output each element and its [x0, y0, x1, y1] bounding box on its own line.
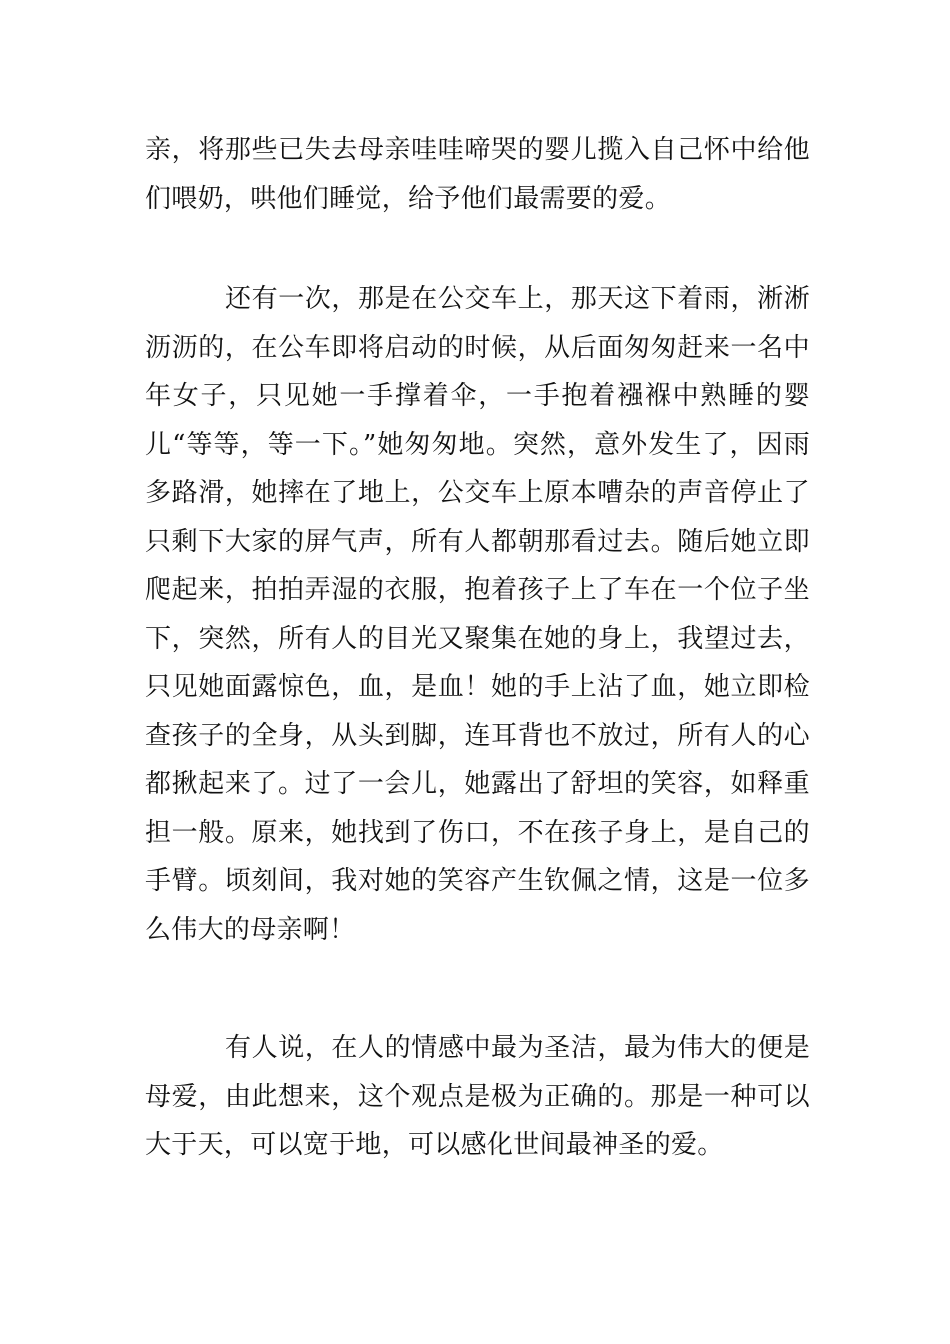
paragraph-continuation: 亲，将那些已失去母亲哇哇啼哭的婴儿揽入自己怀中给他们喂奶，哄他们睡觉，给予他们最需要的爱。: [145, 135, 810, 214]
paragraph-bus-story: 还有一次，那是在公交车上，那天这下着雨，淅淅沥沥的，在公车即将启动的时候，从后面匆匆赶来一名中年女子，只见她一手撑着伞，一手抱着襁褓中熟睡的婴儿“等等，等一下。”她匆匆地。突然，意外发生了，因雨多路滑，她摔在了地上，公交车上原本嘈杂的声音停止了只剩下大家的屏气声，所有人都朝那看过去。随后她立即爬起来，拍拍弄湿的衣服，抱着孩子上了车在一个位子坐下，突然，所有人的目光又聚集在她的身上，我望过去，只见她面露惊色，血，是血！她的手上沾了血，她立即检查孩子的全身，从头到脚，连耳背也不放过，所有人的心都揪起来了。过了一会儿，她露出了舒坦的笑容，如释重担一般。原来，她找到了伤口，不在孩子身上，是自己的手臂。顷刻间，我对她的笑容产生钦佩之情，这是一位多么伟大的母亲啊！: [145, 284, 810, 945]
paragraph-conclusion: 有人说，在人的情感中最为圣洁，最为伟大的便是母爱，由此想来，这个观点是极为正确的。那是一种可以大于天，可以宽于地，可以感化世间最神圣的爱。: [145, 1033, 810, 1160]
